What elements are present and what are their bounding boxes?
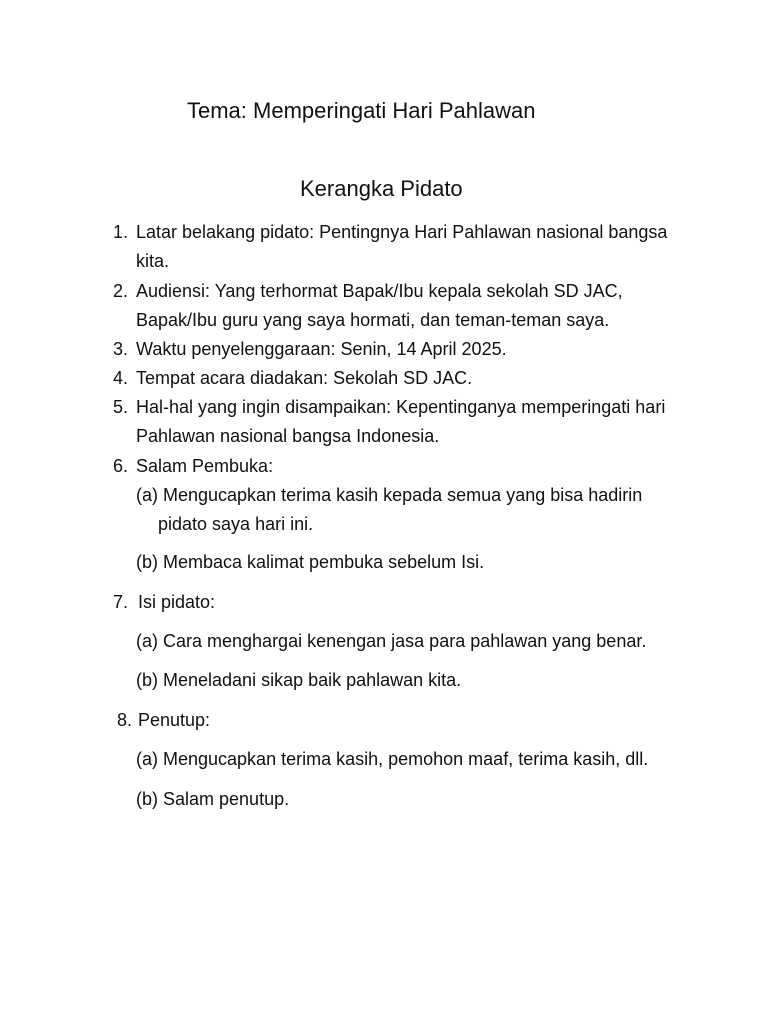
subitem-text: pidato saya hari ini. bbox=[158, 514, 314, 534]
subitem-text: (a) Mengucapkan terima kasih kepada semua yang bisa hadirin bbox=[136, 485, 643, 505]
item-number: 5. bbox=[113, 397, 129, 417]
item-text: Hal-hal yang ingin disampaikan: Kepentinganya memperingati hari bbox=[136, 397, 666, 417]
item-text: Bapak/Ibu guru yang saya hormati, dan teman-teman saya. bbox=[136, 310, 610, 330]
item-number: 1. bbox=[113, 222, 129, 242]
subitem-text: (b) Meneladani sikap baik pahlawan kita. bbox=[136, 670, 462, 690]
document-title: Kerangka Pidato bbox=[300, 176, 463, 201]
item-text: Waktu penyelenggaraan: Senin, 14 April 2025. bbox=[136, 339, 507, 359]
item-number: 6. bbox=[113, 456, 129, 476]
item-number: 8. bbox=[117, 710, 133, 730]
item-text: kita. bbox=[136, 251, 170, 271]
subitem-text: (b) Membaca kalimat pembuka sebelum Isi. bbox=[136, 552, 485, 572]
item-text: Penutup: bbox=[138, 710, 211, 730]
item-number: 2. bbox=[113, 281, 129, 301]
item-text: Salam Pembuka: bbox=[136, 456, 274, 476]
item-number: 7. bbox=[113, 592, 129, 612]
item-text: Isi pidato: bbox=[138, 592, 216, 612]
item-text: Latar belakang pidato: Pentingnya Hari Pahlawan nasional bangsa bbox=[136, 222, 668, 242]
item-text: Audiensi: Yang terhormat Bapak/Ibu kepala sekolah SD JAC, bbox=[136, 281, 623, 301]
item-text: Tempat acara diadakan: Sekolah SD JAC. bbox=[136, 368, 473, 388]
document-theme: Tema: Memperingati Hari Pahlawan bbox=[187, 98, 536, 123]
subitem-text: (a) Cara menghargai kenengan jasa para pahlawan yang benar. bbox=[136, 631, 647, 651]
subitem-text: (a) Mengucapkan terima kasih, pemohon maaf, terima kasih, dll. bbox=[136, 749, 649, 769]
subitem-text: (b) Salam penutup. bbox=[136, 789, 290, 809]
item-text: Pahlawan nasional bangsa Indonesia. bbox=[136, 426, 440, 446]
item-number: 3. bbox=[113, 339, 129, 359]
item-number: 4. bbox=[113, 368, 129, 388]
